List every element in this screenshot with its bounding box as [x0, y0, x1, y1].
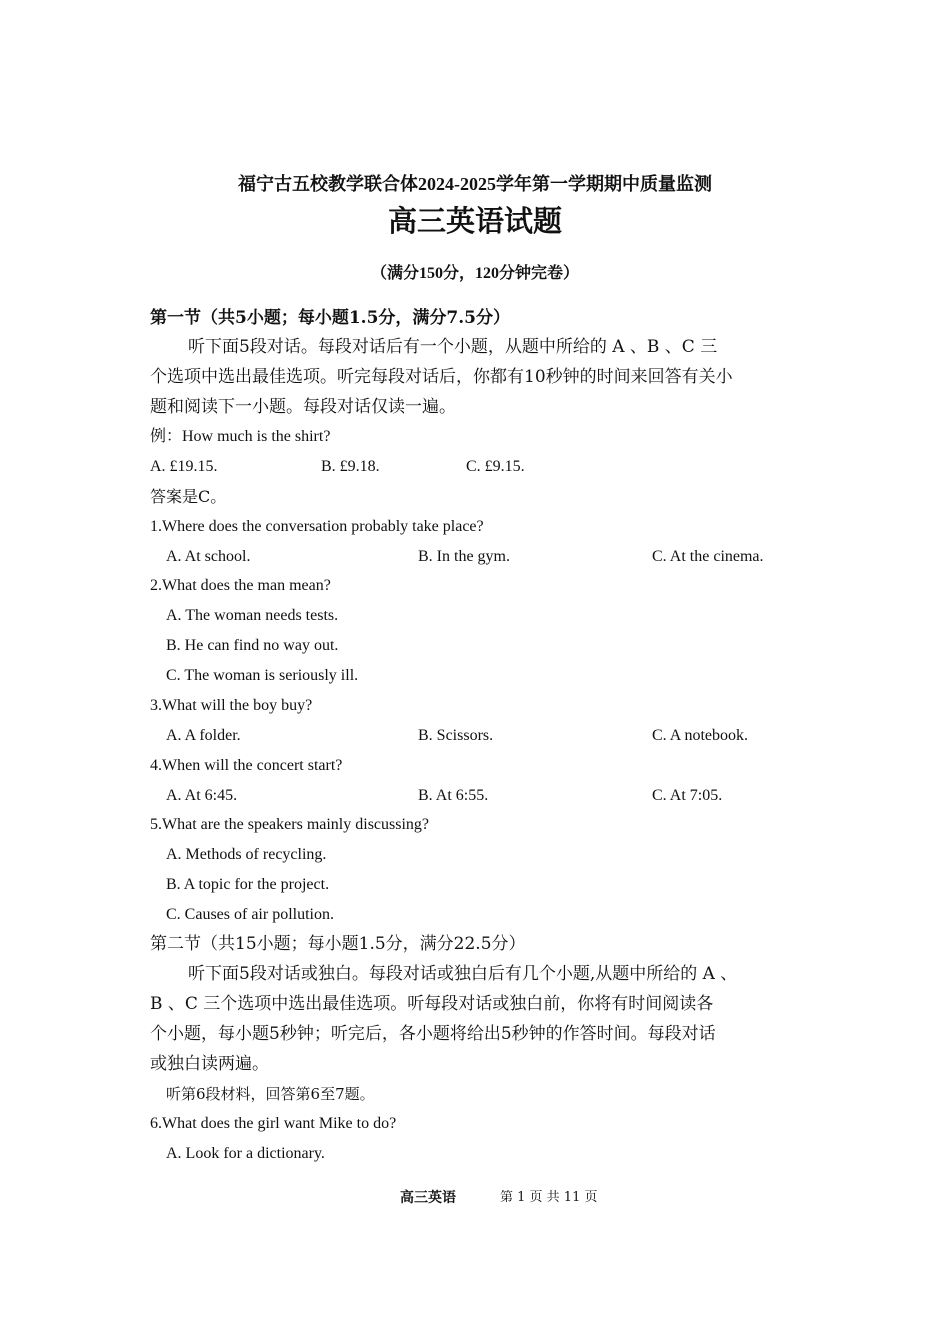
- q5-option-a: A. Methods of recycling.: [166, 846, 327, 863]
- section2-instruction-line2: B 、C 三个选项中选出最佳选项。听每段对话或独白前，你将有时间阅读各: [150, 994, 714, 1014]
- q6-option-a: A. Look for a dictionary.: [166, 1145, 325, 1162]
- section1-heading: 第一节（共5小题；每小题1.5分，满分7.5分）: [150, 308, 510, 328]
- question-2: 2.What does the man mean?: [150, 577, 331, 594]
- material-note: 听第6段材料，回答第6至7题。: [166, 1085, 375, 1103]
- q1-option-a: A. At school.: [166, 548, 251, 565]
- section1-instruction-line2: 个选项中选出最佳选项。听完每段对话后，你都有10秒钟的时间来回答有关小: [150, 367, 733, 387]
- section2-instruction-line1: 听下面5段对话或独白。每段对话或独白后有几个小题,从题中所给的 A 、: [188, 964, 738, 984]
- question-3: 3.What will the boy buy?: [150, 697, 313, 714]
- q3-option-b: B. Scissors.: [418, 727, 494, 744]
- section2-instruction-line4: 或独白读两遍。: [150, 1054, 269, 1074]
- q5-option-c: C. Causes of air pollution.: [166, 906, 334, 923]
- score-info: （满分150分，120分钟完卷）: [370, 265, 579, 282]
- question-1: 1.Where does the conversation probably take place?: [150, 518, 484, 535]
- example-answer: 答案是C。: [150, 487, 227, 506]
- footer-page-info: 第 1 页 共 11 页: [500, 1190, 598, 1205]
- section2-heading: 第二节（共15小题；每小题1.5分，满分22.5分）: [150, 934, 526, 954]
- section2-instruction-line3: 个小题，每小题5秒钟；听完后，各小题将给出5秒钟的作答时间。每段对话: [150, 1024, 716, 1044]
- q1-option-c: C. At the cinema.: [652, 548, 764, 565]
- page-title: 高三英语试题: [387, 206, 562, 238]
- q4-option-a: A. At 6:45.: [166, 787, 238, 804]
- example-question: 例：How much is the shirt?: [150, 428, 331, 445]
- question-6: 6.What does the girl want Mike to do?: [150, 1115, 397, 1132]
- q5-option-b: B. A topic for the project.: [166, 876, 330, 893]
- section1-instruction-line3: 题和阅读下一小题。每段对话仅读一遍。: [150, 397, 456, 417]
- section1-instruction-line1: 听下面5段对话。每段对话后有一个小题，从题中所给的 A 、B 、C 三: [188, 337, 718, 357]
- example-option-b: B. £9.18.: [321, 458, 380, 475]
- example-option-c: C. £9.15.: [466, 458, 525, 475]
- q1-option-b: B. In the gym.: [418, 548, 510, 565]
- question-4: 4.When will the concert start?: [150, 757, 343, 774]
- q4-option-b: B. At 6:55.: [418, 787, 489, 804]
- q2-option-a: A. The woman needs tests.: [166, 607, 339, 624]
- q4-option-c: C. At 7:05.: [652, 787, 723, 804]
- q3-option-c: C. A notebook.: [652, 727, 749, 744]
- q2-option-c: C. The woman is seriously ill.: [166, 667, 359, 684]
- q3-option-a: A. A folder.: [166, 727, 241, 744]
- footer-subject: 高三英语: [400, 1190, 456, 1206]
- example-option-a: A. £19.15.: [150, 458, 218, 475]
- q2-option-b: B. He can find no way out.: [166, 637, 339, 654]
- question-5: 5.What are the speakers mainly discussing?: [150, 816, 430, 833]
- school-line: 福宁古五校教学联合体2024-2025学年第一学期期中质量监测: [238, 174, 712, 194]
